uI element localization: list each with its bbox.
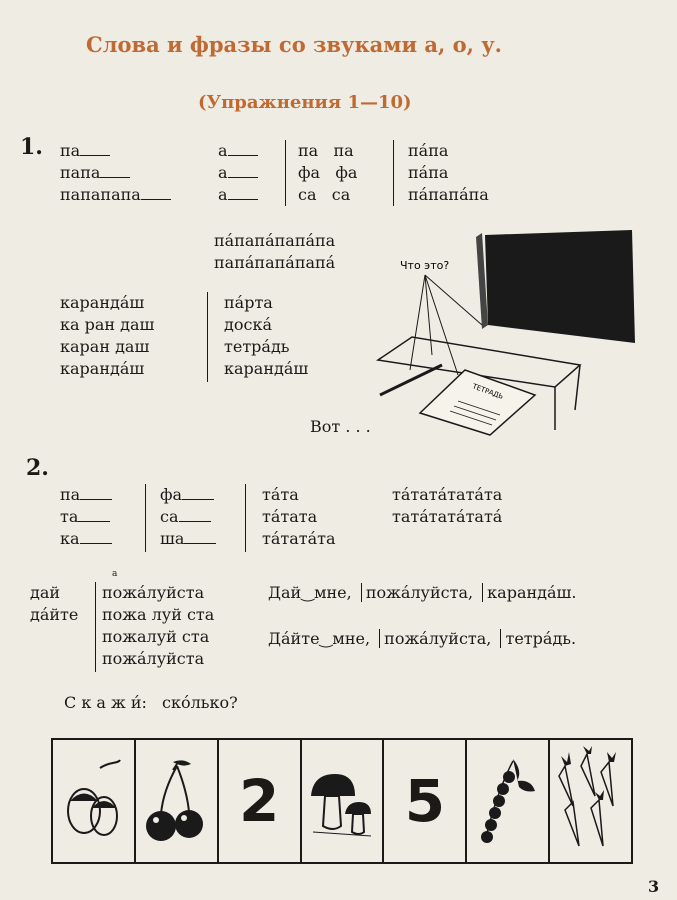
ex3-left-words (30, 582, 78, 626)
page-subtitle: (Упражнения 1—10) (198, 92, 412, 113)
ex2-column-a (60, 484, 112, 550)
phrase-part: каранда́ш. (487, 583, 577, 602)
cell-digit-5 (384, 740, 467, 862)
notebook-label: ТЕТРАДЬ (471, 382, 505, 401)
word: пожа́луйста (102, 649, 205, 668)
divider (95, 582, 96, 672)
word: па́папа́па (408, 185, 489, 204)
divider (245, 484, 246, 552)
divider (285, 140, 286, 206)
page-number: 3 (648, 877, 660, 896)
cell-currants (467, 740, 550, 862)
phrase-part: пожа́луйста, (384, 629, 492, 648)
phrase-part: пожа́луйста, (365, 583, 474, 602)
exercise-2-number: 2. (26, 455, 49, 481)
syllable: папапапа (60, 185, 141, 204)
word: пожа луй ста (102, 605, 215, 624)
say-label: С к а ж и́: (64, 693, 147, 712)
mushrooms-icon (307, 756, 377, 846)
page-title: Слова и фразы со звуками а, о, у. (86, 32, 502, 57)
carrots-icon (551, 746, 631, 856)
syllable-pair: па па (298, 141, 354, 160)
word: па́па (408, 141, 449, 160)
syllable: та (60, 507, 79, 526)
word: ка ран даш (60, 315, 155, 334)
ex1-center-words (214, 230, 335, 274)
word: каран даш (60, 337, 150, 356)
syllable: фа (160, 485, 183, 504)
word: доска́ (224, 315, 272, 334)
word: па́па (408, 163, 449, 182)
ex2-column-d (392, 484, 502, 528)
word: тетра́дь (224, 337, 290, 356)
cell-digit-2 (219, 740, 302, 862)
syllable-pair: фа фа (298, 163, 358, 182)
syllable: а (218, 141, 228, 160)
ex1-left-words (60, 292, 154, 380)
word: пожа́луйста (102, 583, 205, 602)
phrase-part: Дай‿мне, (268, 583, 352, 602)
vot-text: Вот . . . (310, 417, 371, 436)
divider (393, 140, 394, 206)
ex1-column-b (218, 140, 258, 206)
word: каранда́ш (60, 293, 145, 312)
digit-5: 5 (404, 767, 446, 835)
word: та́тата (262, 507, 318, 526)
say-question: ско́лько? (162, 693, 238, 712)
syllable: са (160, 507, 179, 526)
currants-icon (473, 751, 543, 851)
digit-2: 2 (238, 767, 280, 835)
ex1-column-c (298, 140, 357, 206)
syllable: папа (60, 163, 101, 182)
ex3-middle-words (102, 582, 214, 670)
say-prompt (64, 692, 238, 714)
syllable: а (218, 185, 228, 204)
word: каранда́ш (60, 359, 145, 378)
syllable: ша (160, 529, 185, 548)
exercise-1-number: 1. (20, 134, 43, 160)
syllable: ка (60, 529, 80, 548)
phrase-part: тетра́дь. (505, 629, 577, 648)
picture-row (51, 738, 633, 864)
word: дай (30, 583, 61, 602)
syllable: па (60, 485, 81, 504)
syllable: а (218, 163, 228, 182)
blackboard-icon (485, 230, 635, 343)
word: та́тата́та (262, 529, 336, 548)
word: да́йте (30, 605, 79, 624)
phrase-1 (268, 582, 577, 604)
syllable: па (60, 141, 81, 160)
ex2-column-c (262, 484, 336, 550)
classroom-illustration (370, 225, 640, 445)
word: папа́папа́папа́ (214, 253, 336, 272)
syllable-pair: са са (298, 185, 351, 204)
word: каранда́ш (224, 359, 309, 378)
phrase-2 (268, 628, 576, 650)
divider (145, 484, 146, 552)
ex1-column-d (408, 140, 489, 206)
ex1-column-a (60, 140, 171, 206)
cell-acorns (53, 740, 136, 862)
word: пожалуй ста (102, 627, 210, 646)
word: та́та (262, 485, 299, 504)
acorns-icon (60, 756, 126, 846)
phrase-part: Да́йте‿мне, (268, 629, 371, 648)
pencil-icon (380, 365, 442, 395)
cherries-icon (143, 756, 209, 846)
notebook-icon (420, 370, 535, 435)
ex2-column-b (160, 484, 216, 550)
cell-mushrooms (302, 740, 385, 862)
cell-carrots (550, 740, 631, 862)
ex1-right-words (224, 292, 308, 380)
question-label: Что это? (400, 259, 450, 272)
small-a-mark: а (112, 569, 118, 579)
word: тата́тата́тата́ (392, 507, 503, 526)
divider (207, 292, 208, 382)
word: па́папа́папа́па (214, 231, 336, 250)
word: па́рта (224, 293, 273, 312)
cell-cherries (136, 740, 219, 862)
word: та́тата́тата́та (392, 485, 503, 504)
